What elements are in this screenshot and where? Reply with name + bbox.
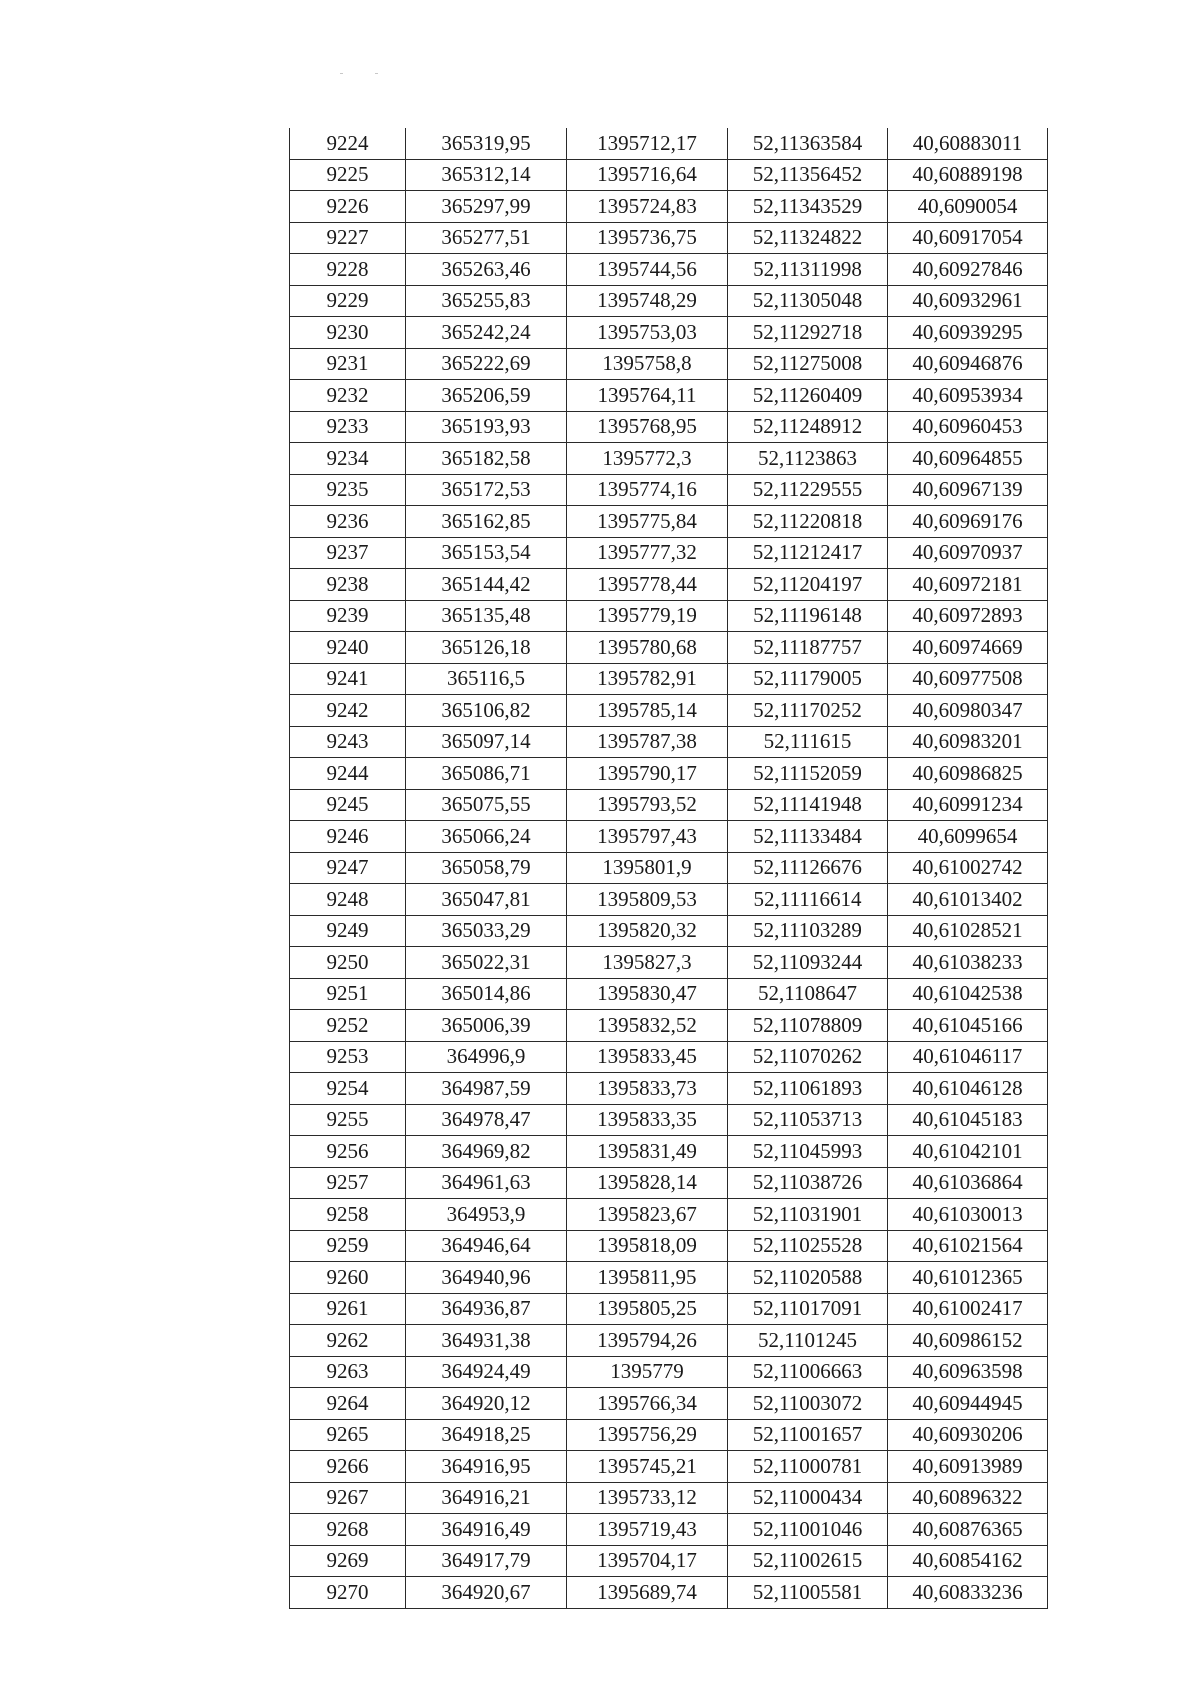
point-number-cell: 9227	[290, 222, 406, 254]
point-number-cell: 9260	[290, 1262, 406, 1294]
x-coordinate-cell: 365086,71	[406, 758, 567, 790]
latitude-cell: 52,11133484	[728, 821, 888, 853]
longitude-cell: 40,60967139	[888, 474, 1048, 506]
y-coordinate-cell: 1395818,09	[567, 1230, 728, 1262]
y-coordinate-cell: 1395778,44	[567, 569, 728, 601]
y-coordinate-cell: 1395779,19	[567, 600, 728, 632]
longitude-cell: 40,61002417	[888, 1293, 1048, 1325]
table-row	[290, 506, 1048, 538]
y-coordinate-cell: 1395772,3	[567, 443, 728, 475]
table-row	[290, 1199, 1048, 1231]
point-number-cell: 9242	[290, 695, 406, 727]
table-row	[290, 537, 1048, 569]
latitude-cell: 52,11000434	[728, 1482, 888, 1514]
y-coordinate-cell: 1395809,53	[567, 884, 728, 916]
latitude-cell: 52,11363584	[728, 128, 888, 159]
point-number-cell: 9267	[290, 1482, 406, 1514]
x-coordinate-cell: 365097,14	[406, 726, 567, 758]
point-number-cell: 9248	[290, 884, 406, 916]
longitude-cell: 40,61030013	[888, 1199, 1048, 1231]
x-coordinate-cell: 365126,18	[406, 632, 567, 664]
y-coordinate-cell: 1395820,32	[567, 915, 728, 947]
x-coordinate-cell: 365058,79	[406, 852, 567, 884]
latitude-cell: 52,11070262	[728, 1041, 888, 1073]
x-coordinate-cell: 365206,59	[406, 380, 567, 412]
table-row	[290, 1482, 1048, 1514]
scan-speck	[340, 73, 343, 74]
latitude-cell: 52,11187757	[728, 632, 888, 664]
x-coordinate-cell: 365277,51	[406, 222, 567, 254]
longitude-cell: 40,6099654	[888, 821, 1048, 853]
x-coordinate-cell: 365182,58	[406, 443, 567, 475]
y-coordinate-cell: 1395777,32	[567, 537, 728, 569]
latitude-cell: 52,11025528	[728, 1230, 888, 1262]
x-coordinate-cell: 364920,12	[406, 1388, 567, 1420]
x-coordinate-cell: 365144,42	[406, 569, 567, 601]
table-row	[290, 474, 1048, 506]
point-number-cell: 9226	[290, 191, 406, 223]
table-row	[290, 726, 1048, 758]
latitude-cell: 52,11031901	[728, 1199, 888, 1231]
table-row	[290, 1262, 1048, 1294]
latitude-cell: 52,11248912	[728, 411, 888, 443]
latitude-cell: 52,1101245	[728, 1325, 888, 1357]
point-number-cell: 9239	[290, 600, 406, 632]
point-number-cell: 9254	[290, 1073, 406, 1105]
x-coordinate-cell: 364920,67	[406, 1577, 567, 1609]
point-number-cell: 9225	[290, 159, 406, 191]
longitude-cell: 40,60980347	[888, 695, 1048, 727]
table-row	[290, 1167, 1048, 1199]
y-coordinate-cell: 1395756,29	[567, 1419, 728, 1451]
x-coordinate-cell: 364978,47	[406, 1104, 567, 1136]
point-number-cell: 9244	[290, 758, 406, 790]
longitude-cell: 40,61046117	[888, 1041, 1048, 1073]
y-coordinate-cell: 1395774,16	[567, 474, 728, 506]
y-coordinate-cell: 1395719,43	[567, 1514, 728, 1546]
longitude-cell: 40,60913989	[888, 1451, 1048, 1483]
y-coordinate-cell: 1395766,34	[567, 1388, 728, 1420]
y-coordinate-cell: 1395782,91	[567, 663, 728, 695]
table-row	[290, 852, 1048, 884]
longitude-cell: 40,60946876	[888, 348, 1048, 380]
longitude-cell: 40,61042101	[888, 1136, 1048, 1168]
latitude-cell: 52,11038726	[728, 1167, 888, 1199]
y-coordinate-cell: 1395785,14	[567, 695, 728, 727]
y-coordinate-cell: 1395833,45	[567, 1041, 728, 1073]
table-row	[290, 758, 1048, 790]
latitude-cell: 52,11229555	[728, 474, 888, 506]
table-row	[290, 1073, 1048, 1105]
longitude-cell: 40,60970937	[888, 537, 1048, 569]
y-coordinate-cell: 1395805,25	[567, 1293, 728, 1325]
latitude-cell: 52,11078809	[728, 1010, 888, 1042]
y-coordinate-cell: 1395790,17	[567, 758, 728, 790]
latitude-cell: 52,11311998	[728, 254, 888, 286]
x-coordinate-cell: 365297,99	[406, 191, 567, 223]
latitude-cell: 52,11152059	[728, 758, 888, 790]
point-number-cell: 9234	[290, 443, 406, 475]
point-number-cell: 9250	[290, 947, 406, 979]
coordinates-table	[289, 128, 1048, 1609]
y-coordinate-cell: 1395827,3	[567, 947, 728, 979]
x-coordinate-cell: 365066,24	[406, 821, 567, 853]
latitude-cell: 52,11006663	[728, 1356, 888, 1388]
latitude-cell: 52,11126676	[728, 852, 888, 884]
x-coordinate-cell: 365135,48	[406, 600, 567, 632]
longitude-cell: 40,60963598	[888, 1356, 1048, 1388]
longitude-cell: 40,60964855	[888, 443, 1048, 475]
x-coordinate-cell: 364924,49	[406, 1356, 567, 1388]
table-row	[290, 1136, 1048, 1168]
table-row	[290, 128, 1048, 159]
longitude-cell: 40,61042538	[888, 978, 1048, 1010]
point-number-cell: 9241	[290, 663, 406, 695]
table-row	[290, 1514, 1048, 1546]
y-coordinate-cell: 1395833,73	[567, 1073, 728, 1105]
point-number-cell: 9255	[290, 1104, 406, 1136]
y-coordinate-cell: 1395748,29	[567, 285, 728, 317]
latitude-cell: 52,11017091	[728, 1293, 888, 1325]
y-coordinate-cell: 1395793,52	[567, 789, 728, 821]
table-row	[290, 1230, 1048, 1262]
x-coordinate-cell: 365153,54	[406, 537, 567, 569]
x-coordinate-cell: 365312,14	[406, 159, 567, 191]
table-row	[290, 789, 1048, 821]
latitude-cell: 52,11292718	[728, 317, 888, 349]
longitude-cell: 40,60977508	[888, 663, 1048, 695]
point-number-cell: 9256	[290, 1136, 406, 1168]
x-coordinate-cell: 365006,39	[406, 1010, 567, 1042]
y-coordinate-cell: 1395794,26	[567, 1325, 728, 1357]
table-row	[290, 159, 1048, 191]
longitude-cell: 40,60896322	[888, 1482, 1048, 1514]
table-row	[290, 1545, 1048, 1577]
point-number-cell: 9228	[290, 254, 406, 286]
table-row	[290, 600, 1048, 632]
y-coordinate-cell: 1395832,52	[567, 1010, 728, 1042]
y-coordinate-cell: 1395733,12	[567, 1482, 728, 1514]
longitude-cell: 40,61012365	[888, 1262, 1048, 1294]
longitude-cell: 40,61021564	[888, 1230, 1048, 1262]
y-coordinate-cell: 1395831,49	[567, 1136, 728, 1168]
table-row	[290, 1041, 1048, 1073]
y-coordinate-cell: 1395716,64	[567, 159, 728, 191]
point-number-cell: 9238	[290, 569, 406, 601]
x-coordinate-cell: 365106,82	[406, 695, 567, 727]
latitude-cell: 52,11305048	[728, 285, 888, 317]
x-coordinate-cell: 364961,63	[406, 1167, 567, 1199]
latitude-cell: 52,11170252	[728, 695, 888, 727]
x-coordinate-cell: 364969,82	[406, 1136, 567, 1168]
point-number-cell: 9251	[290, 978, 406, 1010]
point-number-cell: 9224	[290, 128, 406, 159]
x-coordinate-cell: 364918,25	[406, 1419, 567, 1451]
y-coordinate-cell: 1395712,17	[567, 128, 728, 159]
point-number-cell: 9268	[290, 1514, 406, 1546]
longitude-cell: 40,61028521	[888, 915, 1048, 947]
latitude-cell: 52,11275008	[728, 348, 888, 380]
x-coordinate-cell: 364996,9	[406, 1041, 567, 1073]
point-number-cell: 9261	[290, 1293, 406, 1325]
table-row	[290, 1577, 1048, 1609]
point-number-cell: 9237	[290, 537, 406, 569]
table-row	[290, 1419, 1048, 1451]
point-number-cell: 9270	[290, 1577, 406, 1609]
point-number-cell: 9247	[290, 852, 406, 884]
longitude-cell: 40,61045183	[888, 1104, 1048, 1136]
table-row	[290, 695, 1048, 727]
x-coordinate-cell: 365193,93	[406, 411, 567, 443]
y-coordinate-cell: 1395768,95	[567, 411, 728, 443]
point-number-cell: 9243	[290, 726, 406, 758]
x-coordinate-cell: 365162,85	[406, 506, 567, 538]
x-coordinate-cell: 364946,64	[406, 1230, 567, 1262]
table-row	[290, 884, 1048, 916]
y-coordinate-cell: 1395828,14	[567, 1167, 728, 1199]
y-coordinate-cell: 1395801,9	[567, 852, 728, 884]
longitude-cell: 40,60986825	[888, 758, 1048, 790]
longitude-cell: 40,60927846	[888, 254, 1048, 286]
x-coordinate-cell: 365075,55	[406, 789, 567, 821]
longitude-cell: 40,60969176	[888, 506, 1048, 538]
table-row	[290, 1451, 1048, 1483]
latitude-cell: 52,11001046	[728, 1514, 888, 1546]
y-coordinate-cell: 1395833,35	[567, 1104, 728, 1136]
x-coordinate-cell: 365263,46	[406, 254, 567, 286]
longitude-cell: 40,60854162	[888, 1545, 1048, 1577]
point-number-cell: 9265	[290, 1419, 406, 1451]
longitude-cell: 40,60972181	[888, 569, 1048, 601]
table-row	[290, 1325, 1048, 1357]
x-coordinate-cell: 364916,21	[406, 1482, 567, 1514]
point-number-cell: 9230	[290, 317, 406, 349]
y-coordinate-cell: 1395811,95	[567, 1262, 728, 1294]
table-row	[290, 443, 1048, 475]
y-coordinate-cell: 1395689,74	[567, 1577, 728, 1609]
table-row	[290, 254, 1048, 286]
table-row	[290, 569, 1048, 601]
x-coordinate-cell: 365242,24	[406, 317, 567, 349]
latitude-cell: 52,11212417	[728, 537, 888, 569]
x-coordinate-cell: 365014,86	[406, 978, 567, 1010]
point-number-cell: 9240	[290, 632, 406, 664]
point-number-cell: 9235	[290, 474, 406, 506]
x-coordinate-cell: 364917,79	[406, 1545, 567, 1577]
x-coordinate-cell: 364940,96	[406, 1262, 567, 1294]
y-coordinate-cell: 1395704,17	[567, 1545, 728, 1577]
x-coordinate-cell: 364936,87	[406, 1293, 567, 1325]
latitude-cell: 52,11220818	[728, 506, 888, 538]
table-row	[290, 1293, 1048, 1325]
table-row	[290, 663, 1048, 695]
longitude-cell: 40,60974669	[888, 632, 1048, 664]
latitude-cell: 52,11356452	[728, 159, 888, 191]
table-row	[290, 222, 1048, 254]
latitude-cell: 52,11093244	[728, 947, 888, 979]
latitude-cell: 52,11003072	[728, 1388, 888, 1420]
x-coordinate-cell: 364953,9	[406, 1199, 567, 1231]
longitude-cell: 40,60972893	[888, 600, 1048, 632]
latitude-cell: 52,11324822	[728, 222, 888, 254]
table-row	[290, 317, 1048, 349]
longitude-cell: 40,60932961	[888, 285, 1048, 317]
longitude-cell: 40,61046128	[888, 1073, 1048, 1105]
latitude-cell: 52,11116614	[728, 884, 888, 916]
longitude-cell: 40,60876365	[888, 1514, 1048, 1546]
y-coordinate-cell: 1395775,84	[567, 506, 728, 538]
longitude-cell: 40,60960453	[888, 411, 1048, 443]
table-row	[290, 285, 1048, 317]
x-coordinate-cell: 365319,95	[406, 128, 567, 159]
point-number-cell: 9262	[290, 1325, 406, 1357]
table-row	[290, 1104, 1048, 1136]
longitude-cell: 40,60939295	[888, 317, 1048, 349]
point-number-cell: 9233	[290, 411, 406, 443]
table-row	[290, 191, 1048, 223]
latitude-cell: 52,11196148	[728, 600, 888, 632]
latitude-cell: 52,11020588	[728, 1262, 888, 1294]
table-row	[290, 978, 1048, 1010]
y-coordinate-cell: 1395830,47	[567, 978, 728, 1010]
table-row	[290, 1010, 1048, 1042]
longitude-cell: 40,60944945	[888, 1388, 1048, 1420]
point-number-cell: 9231	[290, 348, 406, 380]
y-coordinate-cell: 1395797,43	[567, 821, 728, 853]
y-coordinate-cell: 1395753,03	[567, 317, 728, 349]
longitude-cell: 40,60991234	[888, 789, 1048, 821]
y-coordinate-cell: 1395823,67	[567, 1199, 728, 1231]
longitude-cell: 40,61038233	[888, 947, 1048, 979]
table-row	[290, 632, 1048, 664]
x-coordinate-cell: 365172,53	[406, 474, 567, 506]
y-coordinate-cell: 1395736,75	[567, 222, 728, 254]
x-coordinate-cell: 365047,81	[406, 884, 567, 916]
point-number-cell: 9245	[290, 789, 406, 821]
y-coordinate-cell: 1395764,11	[567, 380, 728, 412]
point-number-cell: 9266	[290, 1451, 406, 1483]
latitude-cell: 52,11002615	[728, 1545, 888, 1577]
x-coordinate-cell: 365222,69	[406, 348, 567, 380]
longitude-cell: 40,60930206	[888, 1419, 1048, 1451]
latitude-cell: 52,11103289	[728, 915, 888, 947]
point-number-cell: 9258	[290, 1199, 406, 1231]
longitude-cell: 40,60986152	[888, 1325, 1048, 1357]
table-row	[290, 1356, 1048, 1388]
point-number-cell: 9263	[290, 1356, 406, 1388]
latitude-cell: 52,11053713	[728, 1104, 888, 1136]
longitude-cell: 40,60917054	[888, 222, 1048, 254]
longitude-cell: 40,60983201	[888, 726, 1048, 758]
latitude-cell: 52,11141948	[728, 789, 888, 821]
point-number-cell: 9253	[290, 1041, 406, 1073]
point-number-cell: 9249	[290, 915, 406, 947]
longitude-cell: 40,61036864	[888, 1167, 1048, 1199]
longitude-cell: 40,60833236	[888, 1577, 1048, 1609]
longitude-cell: 40,61045166	[888, 1010, 1048, 1042]
y-coordinate-cell: 1395780,68	[567, 632, 728, 664]
point-number-cell: 9236	[290, 506, 406, 538]
point-number-cell: 9232	[290, 380, 406, 412]
latitude-cell: 52,11045993	[728, 1136, 888, 1168]
x-coordinate-cell: 364931,38	[406, 1325, 567, 1357]
latitude-cell: 52,11000781	[728, 1451, 888, 1483]
latitude-cell: 52,11005581	[728, 1577, 888, 1609]
y-coordinate-cell: 1395724,83	[567, 191, 728, 223]
point-number-cell: 9264	[290, 1388, 406, 1420]
longitude-cell: 40,60889198	[888, 159, 1048, 191]
point-number-cell: 9229	[290, 285, 406, 317]
latitude-cell: 52,11001657	[728, 1419, 888, 1451]
latitude-cell: 52,11061893	[728, 1073, 888, 1105]
table-row	[290, 915, 1048, 947]
latitude-cell: 52,11343529	[728, 191, 888, 223]
longitude-cell: 40,61013402	[888, 884, 1048, 916]
point-number-cell: 9259	[290, 1230, 406, 1262]
latitude-cell: 52,1123863	[728, 443, 888, 475]
table-row	[290, 947, 1048, 979]
y-coordinate-cell: 1395758,8	[567, 348, 728, 380]
latitude-cell: 52,11260409	[728, 380, 888, 412]
y-coordinate-cell: 1395779	[567, 1356, 728, 1388]
x-coordinate-cell: 364916,95	[406, 1451, 567, 1483]
coordinates-table-body	[290, 128, 1048, 1608]
point-number-cell: 9246	[290, 821, 406, 853]
scan-speck	[375, 73, 378, 74]
longitude-cell: 40,6090054	[888, 191, 1048, 223]
longitude-cell: 40,60953934	[888, 380, 1048, 412]
longitude-cell: 40,61002742	[888, 852, 1048, 884]
latitude-cell: 52,111615	[728, 726, 888, 758]
point-number-cell: 9252	[290, 1010, 406, 1042]
x-coordinate-cell: 365033,29	[406, 915, 567, 947]
table-row	[290, 821, 1048, 853]
longitude-cell: 40,60883011	[888, 128, 1048, 159]
table-row	[290, 411, 1048, 443]
y-coordinate-cell: 1395744,56	[567, 254, 728, 286]
latitude-cell: 52,11204197	[728, 569, 888, 601]
point-number-cell: 9269	[290, 1545, 406, 1577]
latitude-cell: 52,11179005	[728, 663, 888, 695]
y-coordinate-cell: 1395787,38	[567, 726, 728, 758]
x-coordinate-cell: 364916,49	[406, 1514, 567, 1546]
x-coordinate-cell: 364987,59	[406, 1073, 567, 1105]
table-row	[290, 1388, 1048, 1420]
latitude-cell: 52,1108647	[728, 978, 888, 1010]
x-coordinate-cell: 365116,5	[406, 663, 567, 695]
x-coordinate-cell: 365255,83	[406, 285, 567, 317]
point-number-cell: 9257	[290, 1167, 406, 1199]
table-row	[290, 380, 1048, 412]
x-coordinate-cell: 365022,31	[406, 947, 567, 979]
y-coordinate-cell: 1395745,21	[567, 1451, 728, 1483]
table-row	[290, 348, 1048, 380]
